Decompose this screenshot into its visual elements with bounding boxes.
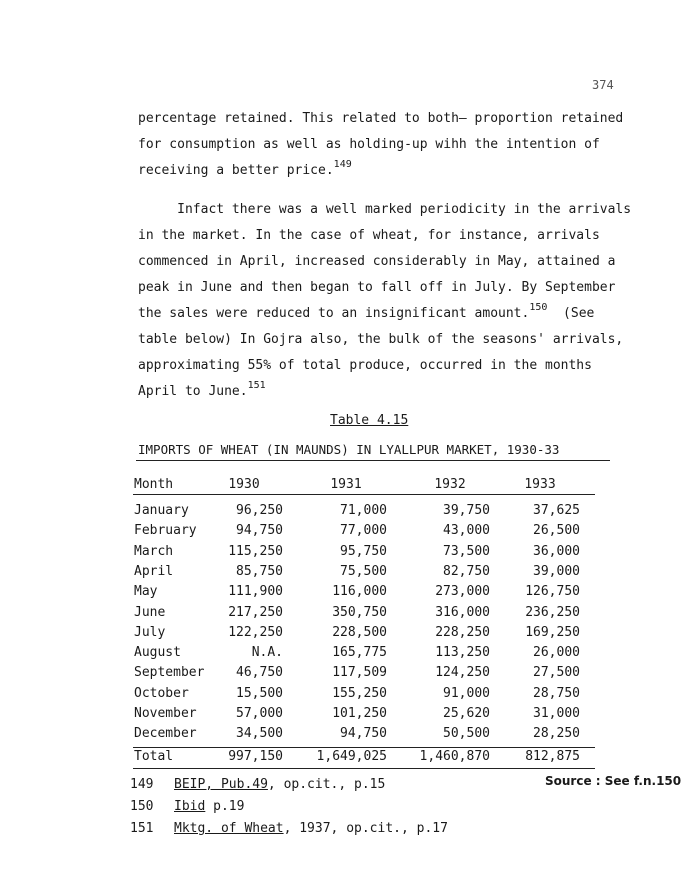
text-line: commenced in April, increased considerably in May, attained a [138, 254, 616, 269]
table-row-cell: 50,500 [443, 726, 490, 742]
table-row-cell: 316,000 [435, 604, 490, 620]
total-row-cell: 1,460,870 [419, 749, 490, 764]
table-row-cell: 28,750 [533, 685, 580, 701]
table-row-cell: January [134, 503, 189, 518]
text-line: table below) In Gojra also, the bulk of the seasons' arrivals, [138, 332, 624, 347]
table-row-cell: 39,750 [443, 503, 490, 518]
table-row-cell: 91,000 [443, 685, 490, 701]
table-row-cell: 39,000 [533, 563, 580, 579]
text-line: peak in June and then began to fall off in July. By September [138, 280, 616, 295]
text-line: for consumption as well as holding-up wihh the intention of [138, 137, 600, 152]
table-row-cell: 95,750 [340, 543, 387, 559]
table-row-cell: 122,250 [228, 624, 283, 640]
text-line: April to June.$^{151}$ [138, 379, 266, 399]
header-cell: 1932 [434, 477, 466, 492]
table-row-cell: June [134, 604, 166, 620]
footnote-150: 150 Ibid p.19 [130, 799, 245, 814]
footnote-ref-151: 151 [247, 379, 266, 391]
table-row-cell: 94,750 [340, 726, 387, 742]
total-row-cell: 1,649,025 [316, 749, 387, 764]
table-row-cell: 165,775 [332, 645, 387, 661]
header-cell: 1930 [228, 477, 260, 492]
table-row-cell: May [134, 584, 158, 600]
total-top-rule [133, 747, 595, 748]
table-row-cell: 116,000 [332, 584, 387, 600]
table-row-cell: 350,750 [332, 604, 387, 620]
text-line: Infact there was a well marked periodicity in the arrivals [138, 202, 632, 217]
table-row-cell: 273,000 [435, 584, 490, 600]
table-row-cell: 37,625 [533, 503, 580, 518]
footnote-151: 151 Mktg. of Wheat, 1937, op.cit., p.17 [130, 821, 448, 836]
footnote-149: 149 BEIP, Pub.49, op.cit., p.15 [130, 777, 386, 792]
text-line: the sales were reduced to an insignificant amount.$^{150}$ (See [138, 301, 595, 321]
table-row-cell: N.A. [251, 645, 283, 661]
table-row-cell: 96,250 [236, 503, 283, 518]
table-row-cell: 27,500 [533, 665, 580, 681]
table-row-cell: 57,000 [236, 706, 283, 721]
table-row-cell: 117,509 [332, 665, 387, 681]
table-row-cell: 28,250 [533, 726, 580, 742]
header-cell: 1931 [330, 477, 362, 492]
table-row-cell: 85,750 [236, 563, 283, 579]
source-note: Source : See f.n.150 [545, 774, 682, 788]
table-row-cell: 94,750 [236, 523, 283, 539]
table-row-cell: 43,000 [443, 523, 490, 539]
table-row-cell: December [134, 726, 197, 742]
table-row-cell: 115,250 [228, 543, 283, 559]
table-row-cell: 73,500 [443, 543, 490, 559]
text-line: in the market. In the case of wheat, for instance, arrivals [138, 228, 600, 243]
table-row-cell: 101,250 [332, 706, 387, 721]
paragraph-2 [138, 197, 678, 405]
table-row-cell: 71,000 [340, 503, 387, 518]
table-row-cell: 126,750 [525, 584, 580, 600]
table-title: IMPORTS OF WHEAT (IN MAUNDS) IN LYALLPUR MARKET, 1930-33 [138, 442, 560, 457]
table-row-cell: 31,000 [533, 706, 580, 721]
table-row-cell: September [134, 665, 205, 681]
table-row-cell: 228,250 [435, 624, 490, 640]
table-row-cell: 169,250 [525, 624, 580, 640]
table-label: Table 4.15 [330, 413, 409, 428]
table-row-cell: 15,500 [236, 685, 283, 701]
table-row-cell: 34,500 [236, 726, 283, 742]
total-row-cell: Total [134, 749, 174, 764]
paragraph-1 [138, 106, 678, 184]
table-row-cell: 26,500 [533, 523, 580, 539]
table-row-cell: 36,000 [533, 543, 580, 559]
title-underline [136, 460, 610, 461]
table-row-cell: March [134, 543, 174, 559]
table-row-cell: November [134, 706, 197, 721]
table-row-cell: August [134, 645, 181, 661]
table-row-cell: 155,250 [332, 685, 387, 701]
header-cell: 1933 [524, 477, 556, 492]
table-row-cell: February [134, 523, 197, 539]
table-row-cell: 217,250 [228, 604, 283, 620]
table-row-cell: 236,250 [525, 604, 580, 620]
text-line: percentage retained. This related to both— proportion retained [138, 111, 624, 126]
table-row-cell: 124,250 [435, 665, 490, 681]
table-row-cell: 26,000 [533, 645, 580, 661]
page-number: 374 [592, 78, 614, 92]
table-row-cell: October [134, 685, 189, 701]
table-row-cell: 82,750 [443, 563, 490, 579]
footnote-ref-150: 150 [529, 301, 548, 313]
table-row-cell: 46,750 [236, 665, 283, 681]
table-row-cell: July [134, 624, 166, 640]
table-row-cell: 75,500 [340, 563, 387, 579]
total-bottom-rule [133, 768, 595, 769]
text-line: approximating 55% of total produce, occurred in the months [138, 358, 592, 373]
total-row-cell: 812,875 [525, 749, 580, 764]
header-cell: Month [134, 477, 174, 492]
table-row-cell: 111,900 [228, 584, 283, 600]
table-row-cell: 228,500 [332, 624, 387, 640]
table-row-cell: 25,620 [443, 706, 490, 721]
table-row-cell: April [134, 563, 174, 579]
header-underline [133, 494, 595, 495]
text-line: receiving a better price.$^{149}$ [138, 158, 352, 178]
table-row-cell: 113,250 [435, 645, 490, 661]
table-row-cell: 77,000 [340, 523, 387, 539]
total-row-cell: 997,150 [228, 749, 283, 764]
footnote-ref-149: 149 [333, 158, 352, 170]
